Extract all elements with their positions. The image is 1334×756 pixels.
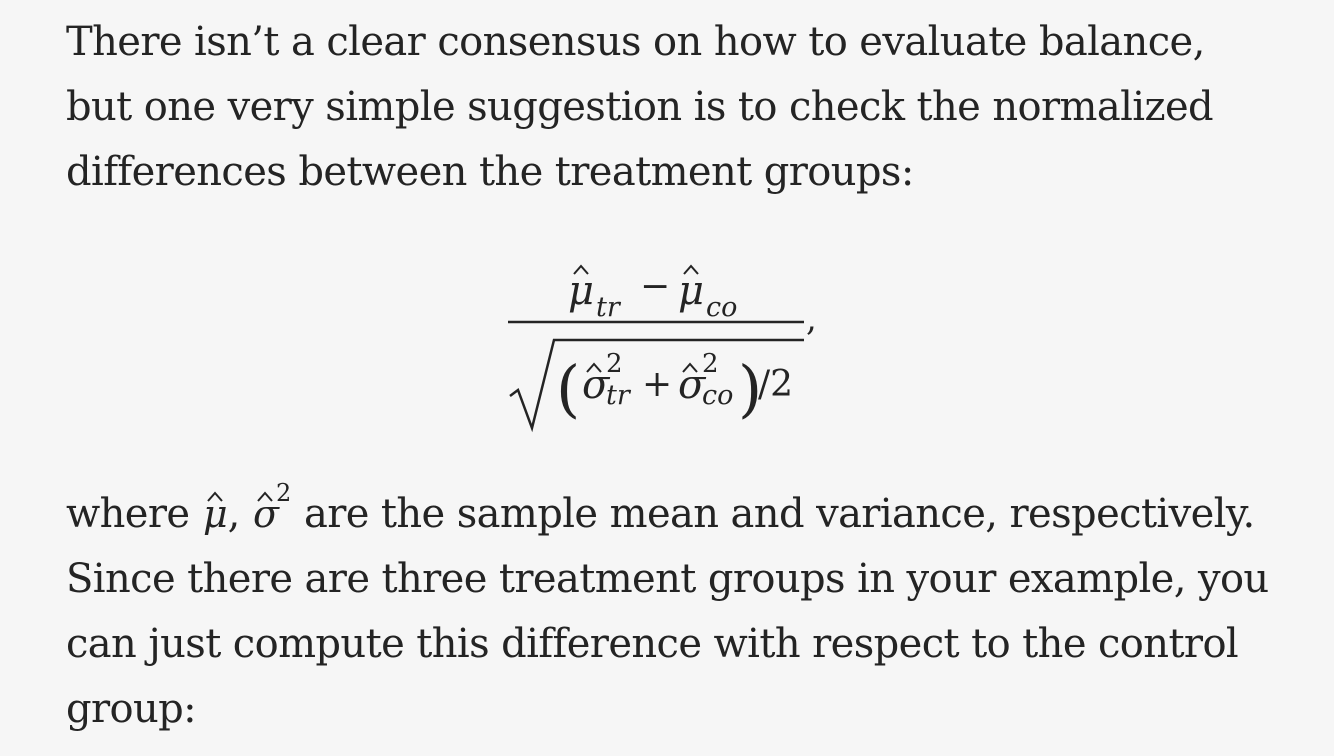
text-line: Since there are three treatment groups in your example, you xyxy=(66,556,1269,602)
numerator-subscript-co: co xyxy=(706,292,738,323)
svg-text:μ: μ xyxy=(202,492,227,536)
divide-by-two: /2 xyxy=(758,364,794,405)
text-line: There isn’t a clear consensus on how to evaluate balance, xyxy=(66,19,1205,65)
svg-text:μ: μ xyxy=(568,268,594,314)
text-line: can just compute this difference with respect to the control xyxy=(66,621,1239,667)
text-fragment: are the sample mean and variance, respectively. xyxy=(291,491,1255,537)
numerator-subscript-tr: tr xyxy=(596,292,620,323)
text-line: but one very simple suggestion is to check the normalized xyxy=(66,84,1214,130)
text-line: group: xyxy=(66,686,197,732)
svg-text:σ: σ xyxy=(582,362,610,408)
text-line xyxy=(66,479,1306,547)
sigma-hat-squared-inline xyxy=(252,479,292,547)
denominator-subscript-co: co xyxy=(702,380,734,411)
intro-paragraph xyxy=(66,10,1306,205)
explanation-paragraph xyxy=(66,479,1306,742)
normalized-difference-formula xyxy=(490,238,830,458)
text-fragment: , xyxy=(227,491,252,537)
mu-hat-symbol xyxy=(568,266,594,314)
svg-text:σ: σ xyxy=(252,492,279,536)
svg-text:μ: μ xyxy=(678,268,704,314)
exponent-2: 2 xyxy=(275,479,291,507)
minus-sign: − xyxy=(640,266,671,307)
svg-text:σ: σ xyxy=(678,362,706,408)
text-fragment: where xyxy=(66,491,202,537)
mu-hat-inline xyxy=(202,482,228,547)
plus-sign: + xyxy=(642,364,673,405)
text-line: differences between the treatment groups: xyxy=(66,149,914,195)
exponent-2: 2 xyxy=(702,349,719,379)
exponent-2: 2 xyxy=(606,349,623,379)
right-paren: ) xyxy=(738,352,763,425)
left-paren: ( xyxy=(556,352,581,425)
mu-hat-symbol xyxy=(678,266,704,314)
trailing-comma: , xyxy=(806,299,817,339)
denominator-subscript-tr: tr xyxy=(606,380,630,411)
